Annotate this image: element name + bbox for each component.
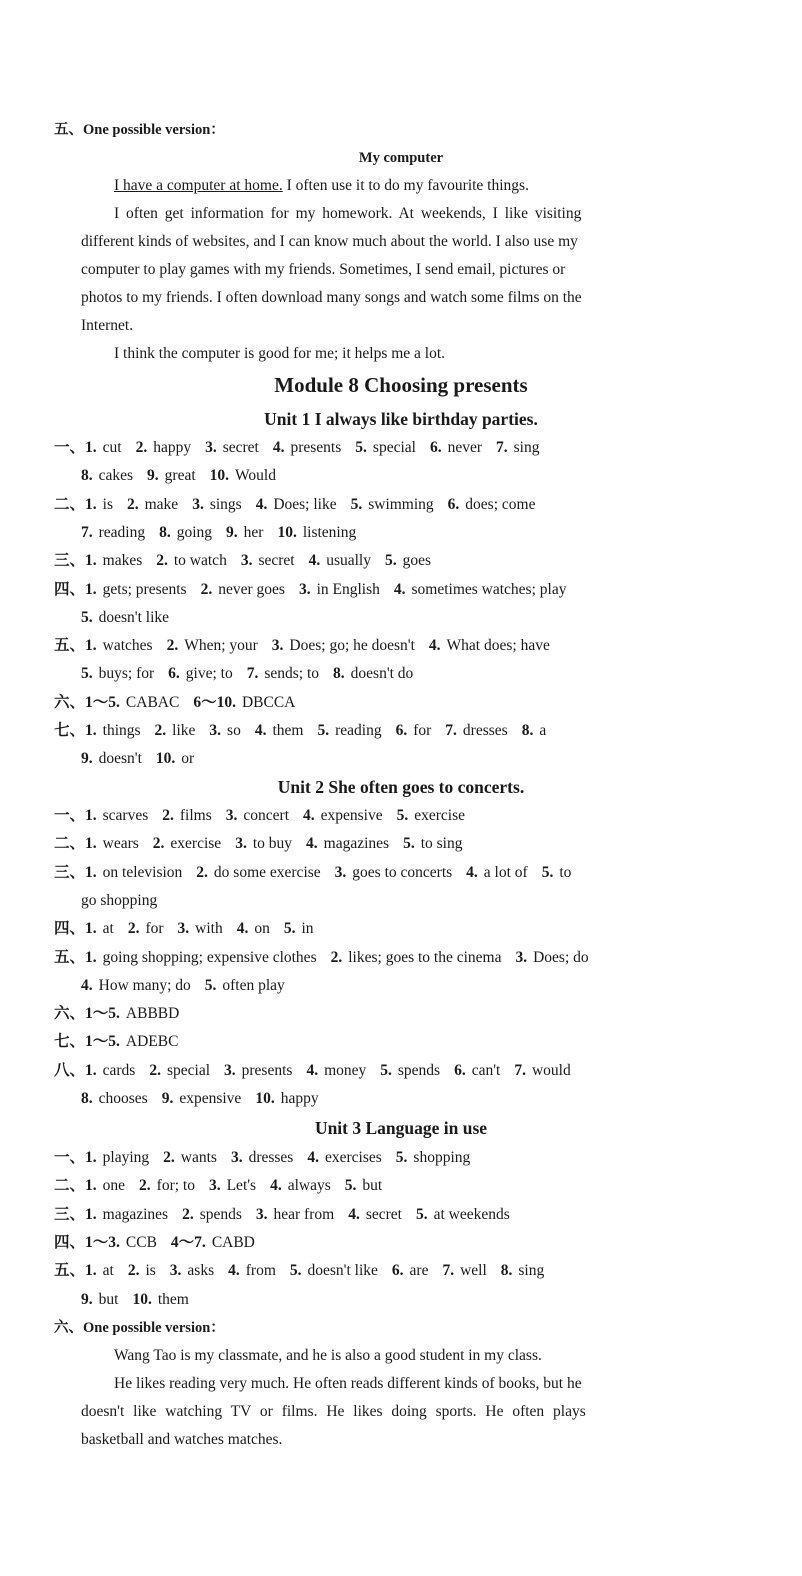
answer-text: often play [222,976,285,994]
answer-number: 6. [395,722,408,739]
answer-number: 1. [85,1262,97,1280]
section-mark: 二、 [54,1177,86,1195]
answer-number: 2. [182,1205,194,1223]
answer-text: doesn't [98,750,142,768]
answer-text: chooses [98,1090,148,1107]
answer-text: give; to [185,665,233,683]
answer-number: 3. [298,580,311,598]
answer-number: 1～5. [85,1033,120,1051]
answer-line [54,919,314,939]
essay1-p2-line: photos to my friends. I often download many songs and watch some films on the [81,289,582,306]
answer-number: 2. [139,1177,151,1195]
answer-text: scarves [102,807,149,824]
answer-text: secret [258,552,295,570]
answer-number: 4. [306,1061,319,1079]
answer-line [54,580,566,600]
answer-number: 1. [85,637,97,655]
answer-text: for [413,722,432,739]
answer-number: 4. [254,722,267,739]
answer-number: 4. [228,1262,240,1280]
answer-number: 5. [355,439,367,456]
answer-number: 5. [317,722,330,739]
answer-text: CABAC [125,693,180,711]
section-mark: 六、 [54,1005,86,1023]
answer-number: 8. [333,665,345,683]
section-mark: 四、 [54,580,86,598]
answer-line [54,1032,178,1052]
essay2-p2-line: He likes reading very much. He often reads different kinds of books, but he [114,1375,582,1392]
answer-text: sings [209,495,242,513]
section-mark: 七、 [54,1033,86,1051]
answer-text: to watch [173,552,227,570]
answer-text: sometimes watches; play [411,580,567,598]
section-mark: 四、 [54,920,86,938]
answer-text: Does; do [533,948,589,966]
answer-number: 10. [132,1290,152,1308]
essay1-p2-line: Internet. [81,317,134,334]
answer-text: reading [335,722,382,739]
section-mark: 四、 [54,1233,86,1251]
answer-number: 2. [162,807,174,824]
answer-text: are [409,1262,429,1280]
answer-number: 8. [81,467,93,485]
answer-text: wears [102,835,139,853]
answer-text: doesn't like [307,1262,378,1280]
answer-number: 5. [541,863,554,881]
answer-text: make [144,495,179,513]
answer-number: 2. [126,495,139,513]
answer-text: wants [180,1149,217,1166]
answer-number: 9. [161,1090,174,1107]
answer-text: going [176,523,213,541]
answer-number: 4. [393,580,406,598]
answer-text: CCB [125,1233,157,1251]
answer-number: 5. [380,1061,392,1079]
answer-line [54,948,589,968]
answer-text: at weekends [433,1205,510,1223]
answer-number: 8. [159,523,171,541]
answer-number: 3. [192,495,204,513]
answer-text: magazines [102,1205,169,1223]
answer-line [54,834,462,854]
answer-text: secret [222,439,259,456]
essay2-label: 六、One possible version： [54,1320,225,1336]
answer-number: 2. [127,920,140,938]
answer-text: cakes [98,467,134,485]
answer-number: 9. [147,467,159,485]
section-mark: 五、 [54,1262,86,1280]
answer-text: DBCCA [241,693,296,711]
answer-number: 2. [152,835,165,853]
answer-text: doesn't do [350,665,414,683]
answer-text: but [362,1177,383,1195]
essay1-p1-rest: I often use it to do my favourite things. [282,177,529,194]
answer-text: going shopping; expensive clothes [102,948,317,966]
answer-number: 3. [230,1149,243,1166]
answer-number: 9. [81,750,93,768]
answer-line [81,608,169,628]
answer-text: special [166,1061,211,1079]
answer-number: 6. [168,665,180,683]
answer-line [81,891,157,911]
essay1-p2-line: I often get information for my homework. At weekends, I like visiting [114,205,582,222]
answer-text: them [272,722,304,739]
answer-text: exercise [170,835,222,853]
answer-number: 4～7. [170,1233,206,1251]
answer-text: spends [199,1205,242,1223]
answer-number: 7. [445,722,457,739]
answer-number: 1. [85,722,97,739]
answer-number: 1～5. [85,1005,120,1023]
answer-text: cards [102,1061,136,1079]
answer-text: usually [326,552,371,570]
answer-text: can't [471,1061,501,1079]
answer-number: 4. [255,495,268,513]
answer-text: things [102,722,141,739]
answer-number: 4. [270,1177,282,1195]
answer-line [54,1176,382,1196]
section-mark: 七、 [54,722,86,739]
answer-line [81,1089,319,1109]
answer-text: in English [316,580,380,598]
answer-text: to sing [420,835,463,853]
answer-number: 8. [500,1262,513,1280]
answer-line [54,551,431,571]
essay2-p1: Wang Tao is my classmate, and he is also a good student in my class. [114,1347,542,1364]
section-mark: 五、 [54,948,86,966]
answer-text: ADEBC [125,1033,179,1051]
essay1-underlined: I have a computer at home. [114,177,283,194]
answer-number: 9. [226,523,238,541]
answer-line [54,1205,510,1225]
answer-number: 3. [255,1205,268,1223]
answer-text: dresses [248,1149,294,1166]
answer-number: 2. [149,1061,161,1079]
answer-number: 5. [403,835,415,853]
answer-text: magazines [323,835,390,853]
answer-text: How many; do [98,976,191,994]
answer-text: with [195,920,223,938]
answer-text: one [102,1177,126,1195]
answer-text: on [254,920,270,938]
answer-text: does; come [465,495,536,513]
section-mark: 一、 [54,1149,86,1166]
answer-line [54,495,535,515]
answer-number: 4. [348,1205,360,1223]
answer-text: never [447,439,482,456]
answer-number: 1. [85,1205,97,1223]
essay2-p2-line: doesn't like watching TV or films. He likes doing sports. He often plays [81,1403,586,1420]
answer-number: 3. [334,863,347,881]
answer-number: 4. [428,637,441,655]
answer-number: 10. [277,523,297,541]
answer-number: 7. [514,1061,526,1079]
section-mark: 二、 [54,835,86,853]
answer-text: watches [102,637,153,655]
answer-number: 4. [303,807,315,824]
answer-number: 1. [85,863,97,881]
section-mark: 三、 [54,552,86,570]
answer-number: 1. [85,1177,97,1195]
answer-number: 3. [209,722,222,739]
answer-number: 7. [246,665,259,683]
answer-line [54,1061,571,1081]
section-mark: 二、 [54,495,86,513]
answer-text: exercise [414,807,466,824]
answer-text: makes [102,552,143,570]
answer-text: dresses [462,722,508,739]
answer-number: 3. [169,1262,182,1280]
answer-line [81,749,194,769]
answer-line [81,664,413,684]
answer-number: 1. [85,807,97,824]
answer-number: 3. [240,552,253,570]
answer-number: 1. [85,1061,97,1079]
answer-number: 3. [235,835,247,853]
answer-text: swimming [368,495,434,513]
answer-text: sing [518,1262,545,1280]
essay1-title: My computer [358,150,444,166]
answer-number: 2. [135,439,148,456]
answer-text: is [102,495,113,513]
answer-number: 6. [391,1262,404,1280]
answer-text: well [460,1262,487,1280]
answer-text: a [539,722,547,739]
answer-number: 6. [454,1061,466,1079]
answer-number: 3. [224,1061,236,1079]
answer-text: them [157,1290,189,1308]
answer-number: 5. [344,1177,357,1195]
answer-text: happy [280,1090,319,1107]
answer-text: presents [290,439,342,456]
answer-line [54,1261,544,1281]
answer-text: special [372,439,416,456]
answer-number: 5. [81,665,93,683]
answer-line [54,863,571,883]
answer-text: to [559,863,572,881]
answer-text: Does; go; he doesn't [289,637,415,655]
answer-text: spends [397,1061,441,1079]
answer-number: 5. [81,608,93,626]
answer-text: but [98,1290,119,1308]
answer-text: her [243,523,264,541]
answer-text: When; your [184,637,258,655]
answer-text: expensive [320,807,383,824]
answer-number: 4. [308,552,321,570]
answer-number: 6～10. [193,693,236,711]
answer-number: 4. [81,976,93,994]
answer-number: 7. [81,523,93,541]
answer-text: from [245,1262,276,1280]
section-mark: 八、 [54,1061,86,1079]
answer-text: secret [365,1205,402,1223]
answer-number: 4. [272,439,285,456]
answer-number: 3. [271,637,284,655]
answer-number: 2. [200,580,213,598]
unit1-title: Unit 1 I always like birthday parties. [264,409,538,429]
answer-text: Let's [226,1177,257,1195]
answer-text: presents [241,1061,293,1079]
answer-number: 5. [385,552,397,570]
answer-text: go shopping [81,891,158,909]
answer-line [54,1148,470,1168]
answer-number: 7. [442,1262,455,1280]
answer-text: expensive [179,1090,242,1107]
essay1-label: 五、One possible version： [54,122,225,138]
answer-number: 2. [163,1149,175,1166]
answer-text: asks [187,1262,215,1280]
answer-text: would [531,1061,571,1079]
module-title: Module 8 Choosing presents [274,373,528,397]
answer-text: sing [513,439,540,456]
answer-number: 2. [330,948,343,966]
answer-number: 2. [127,1262,140,1280]
answer-text: hear from [273,1205,335,1223]
answer-line [54,693,295,713]
answer-number: 1. [85,439,97,456]
answer-text: likes; goes to the cinema [348,948,502,966]
answer-number: 6. [429,439,442,456]
answer-text: buys; for [98,665,155,683]
section-mark: 三、 [54,1205,86,1223]
answer-number: 1. [85,580,97,598]
answer-text: at [102,1262,114,1280]
section-mark: 三、 [54,863,86,881]
answer-text: never goes [218,580,285,598]
answer-number: 1～3. [85,1233,120,1251]
answer-text: great [164,467,196,485]
answer-text: shopping [413,1149,471,1166]
essay1-p2-line: computer to play games with my friends. Sometimes, I send email, pictures or [81,261,566,278]
answer-text: or [181,750,195,768]
answer-number: 3. [515,948,528,966]
answer-line [54,1004,179,1024]
answer-number: 1. [85,920,97,938]
answer-number: 5. [204,976,217,994]
answer-text: ABBBD [125,1005,180,1023]
essay1-p3: I think the computer is good for me; it helps me a lot. [114,345,446,362]
answer-text: Would [235,467,276,485]
answer-number: 10. [255,1090,275,1107]
answer-number: 4. [306,835,318,853]
answer-text: for [145,920,164,938]
answer-text: listening [302,523,357,541]
answer-line [81,466,276,486]
answer-text: do some exercise [213,863,321,881]
answer-number: 9. [81,1290,93,1308]
answer-number: 4. [236,920,249,938]
answer-number: 5. [395,1149,408,1166]
answer-text: doesn't like [98,608,170,626]
answer-number: 4. [466,863,478,881]
answer-line [81,523,356,543]
answer-text: exercises [324,1149,382,1166]
answer-number: 5. [396,807,409,824]
answer-number: 1. [85,552,97,570]
answer-text: goes to concerts [352,863,453,881]
answer-text: like [172,722,196,739]
answer-number: 8. [81,1090,93,1107]
answer-number: 3. [205,439,217,456]
answer-text: so [227,722,241,739]
answer-text: Does; like [273,495,337,513]
section-mark: 五、 [54,637,86,655]
answer-number: 2. [196,863,208,881]
answer-number: 2. [166,637,179,655]
answer-line [54,1233,255,1253]
answer-line [54,636,550,656]
section-mark: 一、 [54,439,86,456]
answer-number: 7. [496,439,508,456]
answer-line [81,1290,189,1310]
answer-number: 8. [521,722,534,739]
answer-line [81,976,285,996]
answer-line [54,438,539,458]
answer-number: 1. [85,495,97,513]
answer-number: 3. [208,1177,221,1195]
answer-text: happy [153,439,192,456]
answer-text: What does; have [446,637,550,655]
answer-number: 3. [225,807,238,824]
answer-number: 10. [209,467,230,485]
answer-number: 1. [85,948,97,966]
answer-number: 2. [154,722,167,739]
essay2-p2-line: basketball and watches matches. [81,1431,283,1448]
unit2-title: Unit 2 She often goes to concerts. [277,777,525,797]
answer-text: concert [243,807,289,824]
essay1-p2-line: different kinds of websites, and I can know much about the world. I also use my [81,233,578,250]
answer-number: 6. [447,495,460,513]
essay1-p1 [114,176,529,196]
answer-line [54,721,546,741]
answer-text: cut [102,439,122,456]
section-mark: 六、 [54,693,86,711]
answer-number: 2. [156,552,168,570]
answer-text: sends; to [264,665,320,683]
answer-number: 1. [85,835,97,853]
section-mark: 一、 [54,807,86,824]
answer-text: to buy [252,835,293,853]
answer-text: goes [402,552,432,570]
answer-number: 5. [415,1205,428,1223]
answer-number: 10. [155,750,176,768]
answer-text: for; to [156,1177,195,1195]
answer-number: 3. [177,920,190,938]
answer-text: money [324,1061,367,1079]
answer-text: reading [98,523,146,541]
answer-text: at [102,920,114,938]
answer-number: 1. [85,1149,97,1166]
answer-line [54,806,465,826]
answer-text: always [287,1177,331,1195]
answer-number: 5. [283,920,296,938]
answer-text: films [179,807,212,824]
answer-text: playing [102,1149,150,1166]
answer-text: gets; presents [102,580,187,598]
answer-number: 5. [350,495,363,513]
answer-text: CABD [211,1233,255,1251]
answer-text: on television [102,863,183,881]
answer-text: is [145,1262,156,1280]
answer-text: a lot of [483,863,528,881]
answer-number: 4. [307,1149,319,1166]
answer-number: 1～5. [85,693,120,711]
unit3-title: Unit 3 Language in use [314,1118,488,1138]
answer-text: in [301,920,314,938]
answer-number: 5. [289,1262,302,1280]
